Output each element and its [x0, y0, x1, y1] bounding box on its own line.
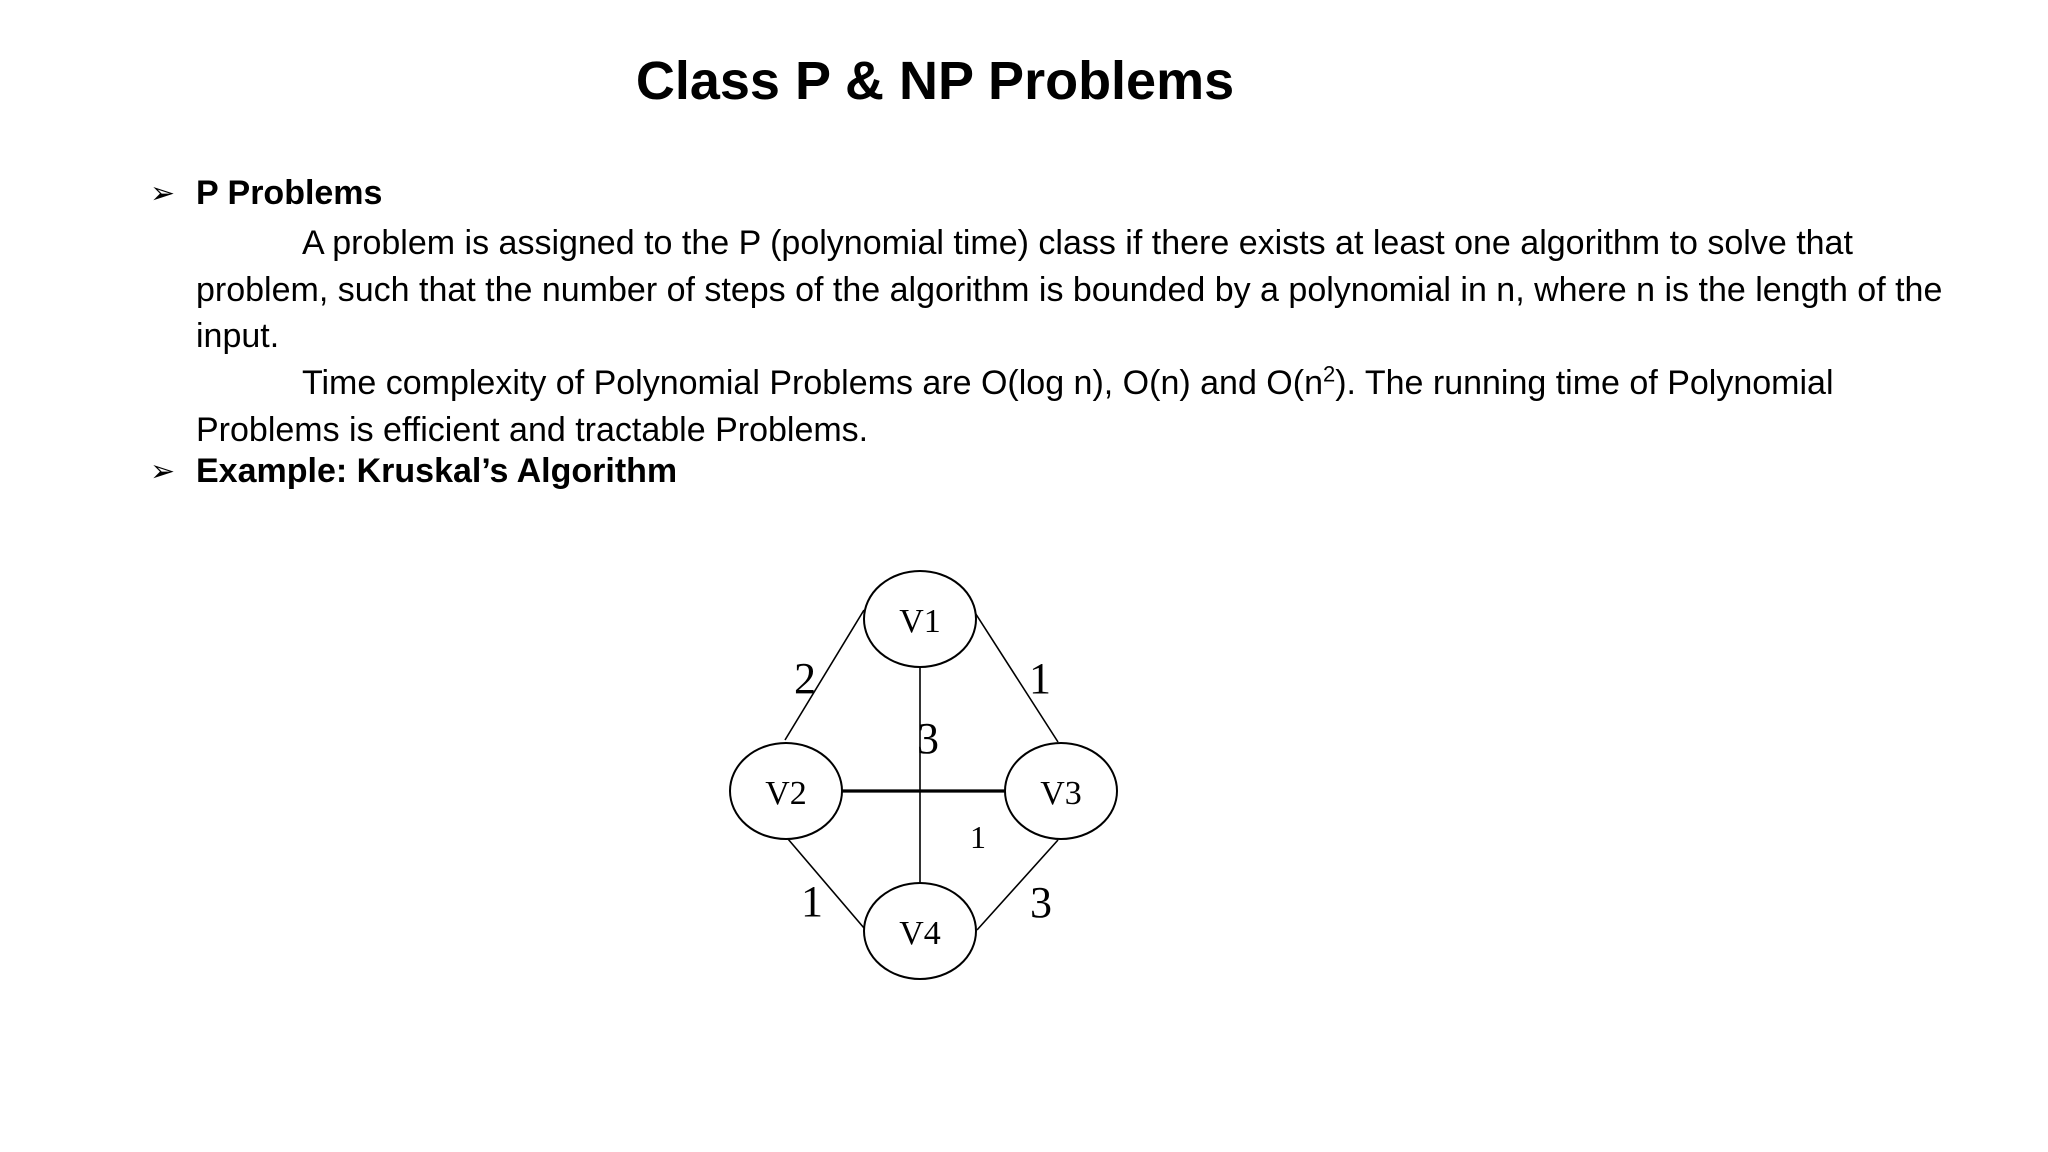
superscript-exponent: 2	[1322, 361, 1336, 387]
paragraph-time-complexity	[196, 360, 1956, 453]
graph-node-v4	[864, 883, 976, 979]
bullet-p-problems	[150, 174, 382, 213]
paragraph-text-end: ). The running time of Polynomial Problems is efficient and tractable Problems.	[196, 364, 1834, 449]
bullet-example	[150, 452, 677, 491]
edge-v2-v4	[788, 839, 864, 928]
node-label: V1	[899, 603, 941, 640]
slide-title: Class P & NP Problems	[635, 51, 1235, 111]
edge-weight-v1-v4: 3	[917, 714, 939, 763]
edge-weight-v2-v4: 1	[801, 877, 823, 926]
node-label: V3	[1040, 775, 1082, 812]
graph-node-v2	[730, 743, 842, 839]
arrow-bullet-icon: ➢	[150, 177, 176, 210]
bullet-label: P Problems	[196, 174, 383, 212]
node-label: V2	[765, 775, 807, 812]
graph-node-v1	[864, 571, 976, 667]
edge-weight-v3-v4: 3	[1030, 878, 1052, 927]
paragraph-p-class-definition	[196, 220, 1956, 360]
bullet-label: Example: Kruskal’s Algorithm	[196, 452, 678, 490]
arrow-bullet-icon: ➢	[150, 455, 176, 488]
paragraph-text: A problem is assigned to the P (polynomial time) class if there exists at least one algorithm to solve that problem, such that the number of steps of the algorithm is bounded by a polynomial in n, where n is the length of the input.	[196, 224, 1943, 355]
edge-weight-v2-v3: 1	[970, 819, 986, 855]
kruskal-graph-diagram	[720, 560, 1140, 1000]
edge-weight-v1-v3: 1	[1029, 654, 1051, 703]
edge-weight-v1-v2: 2	[794, 654, 816, 703]
node-label: V4	[899, 915, 941, 952]
graph-node-v3	[1005, 743, 1117, 839]
paragraph-text-start: Time complexity of Polynomial Problems are O(log n), O(n) and O(n	[302, 364, 1323, 402]
